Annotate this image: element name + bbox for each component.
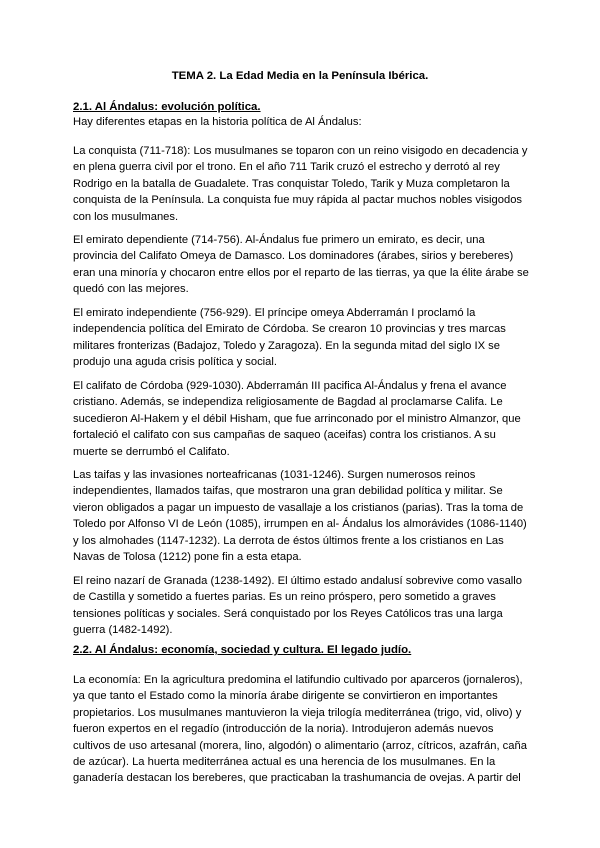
section-2-heading: 2.2. Al Ándalus: economía, sociedad y cultura. El legado judío. (73, 644, 412, 656)
section-1-heading: 2.1. Al Ándalus: evolución política. (73, 101, 261, 113)
paragraph-conquista: La conquista (711-718): Los musulmanes se toparon con un reino visigodo en decadencia y en plena guerra civil por el trono. En el año 711 Tarik cruzó el estrecho y derrotó al rey Rodrigo en la batalla de Guadalete. Tras conquistar Toledo, Tarik y Muza completaron la conquista de la Península. La conquista fue muy rápida al pactar muchos nobles visigodos con los musulmanes. (73, 145, 528, 223)
paragraph-califato: El califato de Córdoba (929-1030). Abderramán III pacifica Al-Ándalus y frena el avance cristiano. Además, se independiza religiosamente de Bagdad al proclamarse Califa. Le sucedieron Al-Hakem y el débil Hisham, que fue arrinconado por el ministro Almanzor, que fortaleció el califato con sus campañas de saqueo (aceifas) contra los cristianos. A su muerte se derrumbó el Califato. (73, 380, 521, 458)
paragraph-economia: La economía: En la agricultura predomina el latifundio cultivado por aparceros (jornaleros), ya que tanto el Estado como la minoría árabe dirigente se convirtieron en importantes propietarios. Los musulmanes mantuvieron la vieja trilogía mediterránea (trigo, vid, olivo) y fueron expertos en el regadío (introducción de la noria). Introdujeron además nuevos cultivos de uso artesanal (morera, lino, algodón) o alimentario (arroz, cítricos, azafrán, caña de azúcar). La huerta mediterránea actual es una herencia de los musulmanes. En la ganadería destacan los bereberes, que practicaban la trashumancia de ovejas. A partir del (73, 674, 527, 785)
paragraph-emirato-dependiente: El emirato dependiente (714-756). Al-Ándalus fue primero un emirato, es decir, una provincia del Califato Omeya de Damasco. Los dominadores (árabes, sirios y bereberes) eran una minoría y chocaron entre ellos por el reparto de las tierras, ya que la élite árabe se quedó con las mejores. (73, 234, 529, 296)
section-1-intro: Hay diferentes etapas en la historia política de Al Ándalus: (73, 116, 362, 128)
paragraph-reino-nazari: El reino nazarí de Granada (1238-1492). El último estado andalusí sobrevive como vasallo de Castilla y sometido a fuertes parias. Es un reino próspero, pero sometido a graves tensiones políticas y sociales. Será conquistado por los Reyes Católicos tras una larga guerra (1482-1492). (73, 575, 522, 637)
document-title: TEMA 2. La Edad Media en la Península Ibérica. (171, 70, 429, 82)
paragraph-taifas: Las taifas y las invasiones norteafricanas (1031-1246). Surgen numerosos reinos independientes, llamados taifas, que mostraron una gran debilidad política y militar. Se vieron obligados a pagar un impuesto de vasallaje a los cristianos (parias). Tras la toma de Toledo por Alfonso VI de León (1085), irrumpen en al- Ándalus los almorávides (1086-1140) y los almohades (1147-1232). La derrota de éstos últimos frente a los cristianos en Las Navas de Tolosa (1212) pone fin a esta etapa. (73, 469, 527, 564)
paragraph-emirato-independiente: El emirato independiente (756-929). El príncipe omeya Abderramán I proclamó la independencia política del Emirato de Córdoba. Se crearon 10 provincias y tres marcas militares fronterizas (Badajoz, Toledo y Zaragoza). En la segunda mitad del siglo IX se produjo una aguda crisis política y social. (73, 307, 506, 369)
